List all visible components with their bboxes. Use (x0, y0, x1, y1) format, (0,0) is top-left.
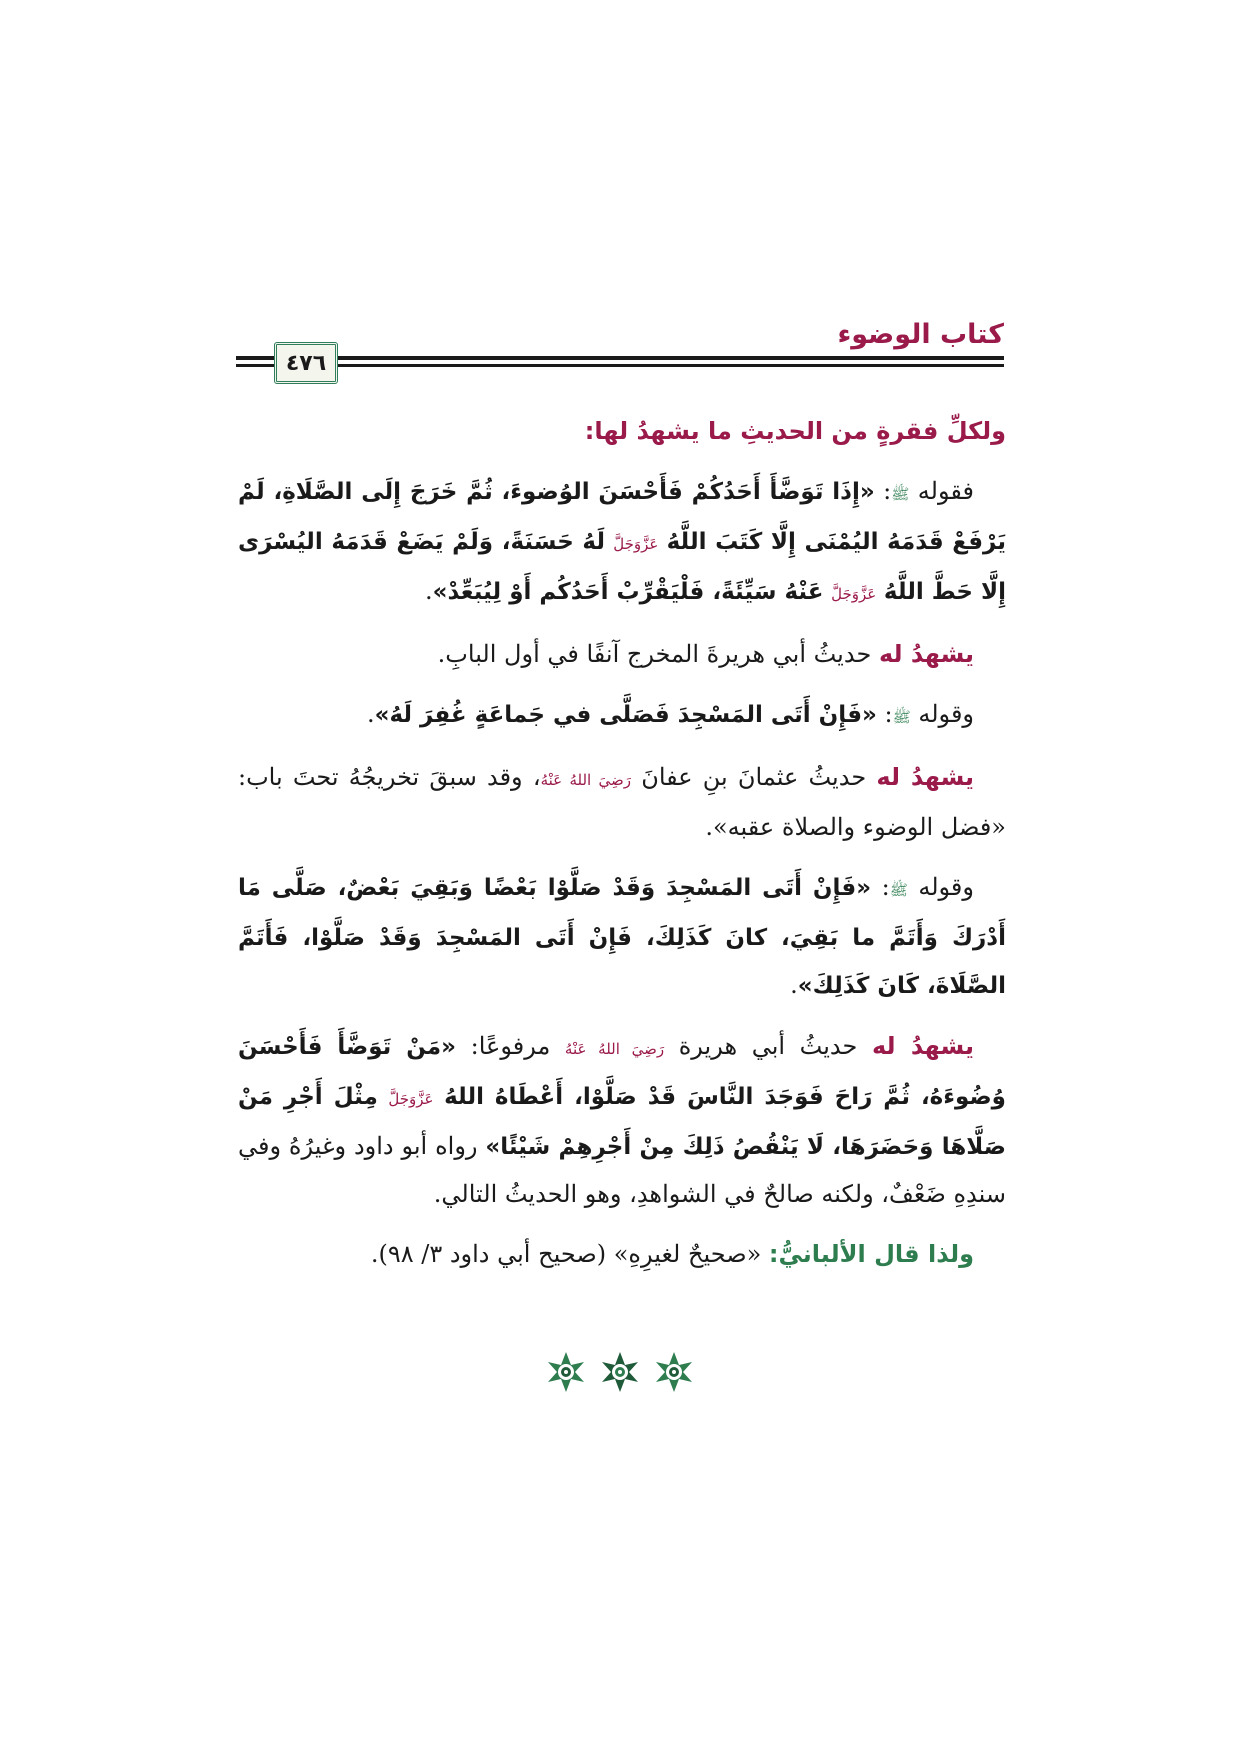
paragraph-text: مرفوعًا: (470, 1032, 551, 1060)
book-title: كتاب الوضوء (837, 319, 1004, 350)
hadith-quote: «إِذَا تَوَضَّأَ أَحَدُكُمْ فَأَحْسَنَ الوُضوءَ، ثُمَّ خَرَجَ إِلَى الصَّلَاةِ، لَمْ يَرْفَعْ قَدَمَهُ اليُمْنَى إِلَّا كَتَبَ اللَّهُ (238, 479, 1006, 555)
paragraph-text: رواه أبو داود وغيرُهُ وفي سندِهِ ضَعْفٌ، ولكنه صالحٌ في الشواهدِ، وهو الحديثُ التالي. (238, 1132, 1006, 1208)
intro-text: فقوله (917, 477, 974, 505)
paragraph-1 (238, 468, 1006, 618)
period: . (366, 700, 375, 728)
header-rule-left-bottom (236, 364, 266, 367)
floral-star-ornament-icon (652, 1350, 696, 1394)
section-end-ornaments (0, 1350, 1240, 1394)
honorific-symbol: رَضِيَ اللهُ عَنْهُ (564, 1040, 665, 1058)
paragraph-text: حديثُ عثمانَ بنِ عفانَ (641, 763, 867, 791)
paragraph-2 (238, 631, 1006, 678)
period: . (425, 577, 433, 605)
paragraph-3 (238, 691, 1006, 741)
paragraph-7 (238, 1231, 1006, 1278)
header-rule-left-top (236, 356, 266, 359)
honorific-symbol: ﷺ (892, 708, 911, 726)
honorific-symbol: عَزَّوَجَلَّ (831, 585, 877, 603)
header-rule-bottom (236, 364, 1004, 367)
paragraph-text: «صحيحٌ لغيرِهِ» (صحيح أبي داود ٣/ ٩٨). (370, 1240, 762, 1268)
header-rule-top (236, 356, 1004, 360)
intro-text: وقوله (918, 873, 974, 901)
paragraph-text: ، وقد سبقَ تخريجُهُ تحتَ باب: «فضل الوضوء والصلاة عقبه». (238, 763, 1006, 841)
floral-star-ornament-icon (544, 1350, 588, 1394)
paragraph-text: حديثُ أبي هريرة (678, 1032, 858, 1060)
honorific-symbol: ﷺ (889, 881, 908, 899)
hadith-quote: «مَنْ تَوَضَّأَ فَأَحْسَنَ وُضُوءَهُ، ثُمَّ رَاحَ فَوَجَدَ النَّاسَ قَدْ صَلَّوْا، أَعْطَاهُ اللهُ (238, 1034, 1006, 1110)
hadith-quote: عَنْهُ سَيِّئَةً، فَلْيَقْرِّبْ أَحَدُكُم أَوْ لِيُبَعِّدْ» (432, 579, 824, 605)
paragraph-6 (238, 1023, 1006, 1218)
colon: : (883, 477, 892, 505)
paragraph-5 (238, 864, 1006, 1010)
page-content (238, 408, 1006, 1291)
albani-label: ولذا قال الألبانيُّ: (768, 1240, 974, 1268)
paragraph-text: حديثُ أبي هريرةَ المخرج آنفًا في أول البابِ. (437, 640, 872, 668)
honorific-symbol: رَضِيَ اللهُ عَنْهُ (540, 771, 631, 789)
page-number: ٤٧٦ (285, 350, 327, 376)
intro-text: وقوله (918, 700, 974, 728)
hadith-quote: «فَإِنْ أَتَى المَسْجِدَ وَقَدْ صَلَّوْا بَعْضًا وَبَقِيَ بَعْضٌ، صَلَّى مَا أَدْرَكَ وَأَتَمَّ ما بَقِيَ، كانَ كَذَلِكَ، فَإِنْ أَتَى المَسْجِدَ وَقَدْ صَلَّوْا، فَأَتَمَّ الصَّلَاةَ، كَانَ كَذَلِكَ» (238, 875, 1006, 999)
colon: : (884, 700, 893, 728)
honorific-symbol: عَزَّوَجَلَّ (388, 1090, 434, 1108)
honorific-symbol: ﷺ (891, 485, 910, 503)
section-heading: ولكلِّ فقرةٍ من الحديثِ ما يشهدُ لها: (584, 417, 1006, 445)
hadith-quote: «فَإِنْ أَتَى المَسْجِدَ فَصَلَّى في جَماعَةٍ غُفِرَ لَهُ» (374, 702, 877, 728)
hadith-quote: مِثْلَ أَجْرِ مَنْ صَلَّاهَا وَحَضَرَهَا، لَا يَنْقُصُ ذَلِكَ مِنْ أَجْرِهِمْ شَيْئًا» (238, 1084, 1006, 1160)
page-number-badge (274, 342, 338, 384)
witness-label: يشهدُ له (871, 1032, 974, 1060)
witness-label: يشهدُ له (878, 640, 974, 668)
honorific-symbol: عَزَّوَجَلَّ (613, 535, 659, 553)
floral-star-ornament-icon (598, 1350, 642, 1394)
witness-label: يشهدُ له (876, 763, 975, 791)
colon: : (881, 873, 890, 901)
paragraph-4 (238, 754, 1006, 851)
hadith-quote: لَهُ حَسَنَةً، وَلَمْ يَضَعْ قَدَمَهُ اليُسْرَى إِلَّا حَطَّ اللَّهُ (238, 529, 1006, 605)
page-header (236, 318, 1004, 388)
period: . (790, 971, 798, 999)
